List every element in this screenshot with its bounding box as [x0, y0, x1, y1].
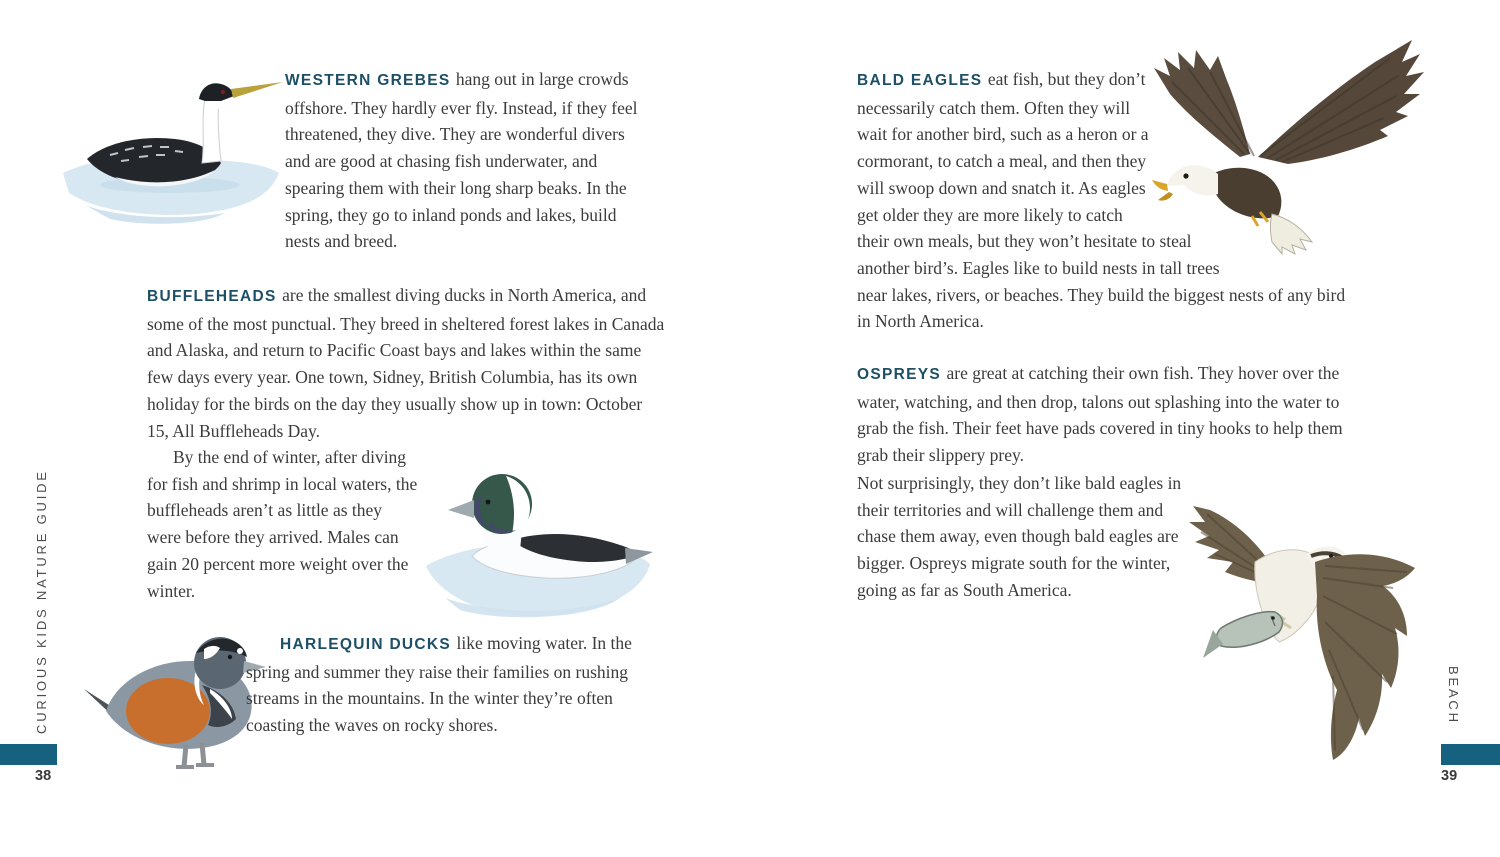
- right-sidebar-chapter-title: BEACH: [1446, 666, 1461, 725]
- right-page-number: 39: [1441, 768, 1458, 784]
- left-sidebar-series-title: CURIOUS KIDS NATURE GUIDE: [34, 469, 49, 734]
- ospreys-heading: OSPREYS: [857, 366, 942, 383]
- harlequin-duck-illustration: [82, 615, 272, 795]
- harlequin-ducks-body: like moving water. In the spring and summer they raise their families on rushing streams in the mountains. In the winter they’re often coasting the waves on rocky shores.: [246, 633, 632, 736]
- bald-eagles-body: eat fish, but they don’t necessarily catch them. Often they will wait for another bird, such as a heron or a cormorant, to catch a meal, and then they will swoop down and snatch it. As eagles get older they are more likely to catch their own meals, but they won’t hesitate to steal another bird’s. Eagles like to build nests in tall trees near lakes, rivers, or beaches. They build the biggest nests of any bird in North America.: [857, 69, 1346, 332]
- bald-eagles-heading: BALD EAGLES: [857, 72, 983, 89]
- section-bald-eagles: [857, 66, 1349, 335]
- left-page-tab: [0, 744, 57, 765]
- section-buffleheads: [147, 282, 667, 444]
- buffleheads-body: are the smallest diving ducks in North America, and some of the most punctual. They breed in sheltered forest lakes in Canada and Alaska, and return to Pacific Coast bays and lakes within the same few days every year. One town, Sidney, British Columbia, has its own holiday for the birds on the day they usually show up in town: October 15, All Buffleheads Day.: [147, 285, 665, 441]
- right-page-tab: [1441, 744, 1500, 765]
- section-harlequin-ducks: [246, 630, 666, 739]
- bufflehead-duck-illustration: [420, 438, 655, 636]
- ospreys-body-continued: Not surprisingly, they don’t like bald eagles in their territories and will challenge them and chase them away, even though bald eagles are bigger. Ospreys migrate south for the winter, going as far as South America.: [857, 473, 1182, 600]
- eagle-text-wrap-spacer-1: [1149, 66, 1349, 226]
- western-grebe-illustration: [55, 55, 285, 230]
- buffleheads-heading: BUFFLEHEADS: [147, 288, 277, 305]
- eagle-text-wrap-spacer-2: [1225, 226, 1349, 280]
- harlequin-ducks-heading: HARLEQUIN DUCKS: [280, 636, 452, 653]
- section-ospreys: [857, 360, 1349, 469]
- section-western-grebes: [285, 66, 653, 255]
- buffleheads-body-continued: By the end of winter, after diving for fish and shrimp in local waters, the buffleheads aren’t as little as they were before they arrived. Males can gain 20 percent more weight over the winter.: [147, 447, 418, 601]
- osprey-illustration: [1185, 492, 1440, 764]
- western-grebes-body: hang out in large crowds offshore. They hardly ever fly. Instead, if they feel threatened, they dive. They are wonderful divers and are good at chasing fish underwater, and spearing them with their long sharp beaks. In the spring, they go to inland ponds and lakes, build nests and breed.: [285, 69, 638, 252]
- western-grebes-heading: WESTERN GREBES: [285, 72, 451, 89]
- ospreys-body: are great at catching their own fish. They hover over the water, watching, and then drop, talons out splashing into the water to grab the fish. Their feet have pads covered in tiny hooks to help them grab their slippery prey.: [857, 363, 1343, 466]
- left-page-number: 38: [35, 768, 52, 784]
